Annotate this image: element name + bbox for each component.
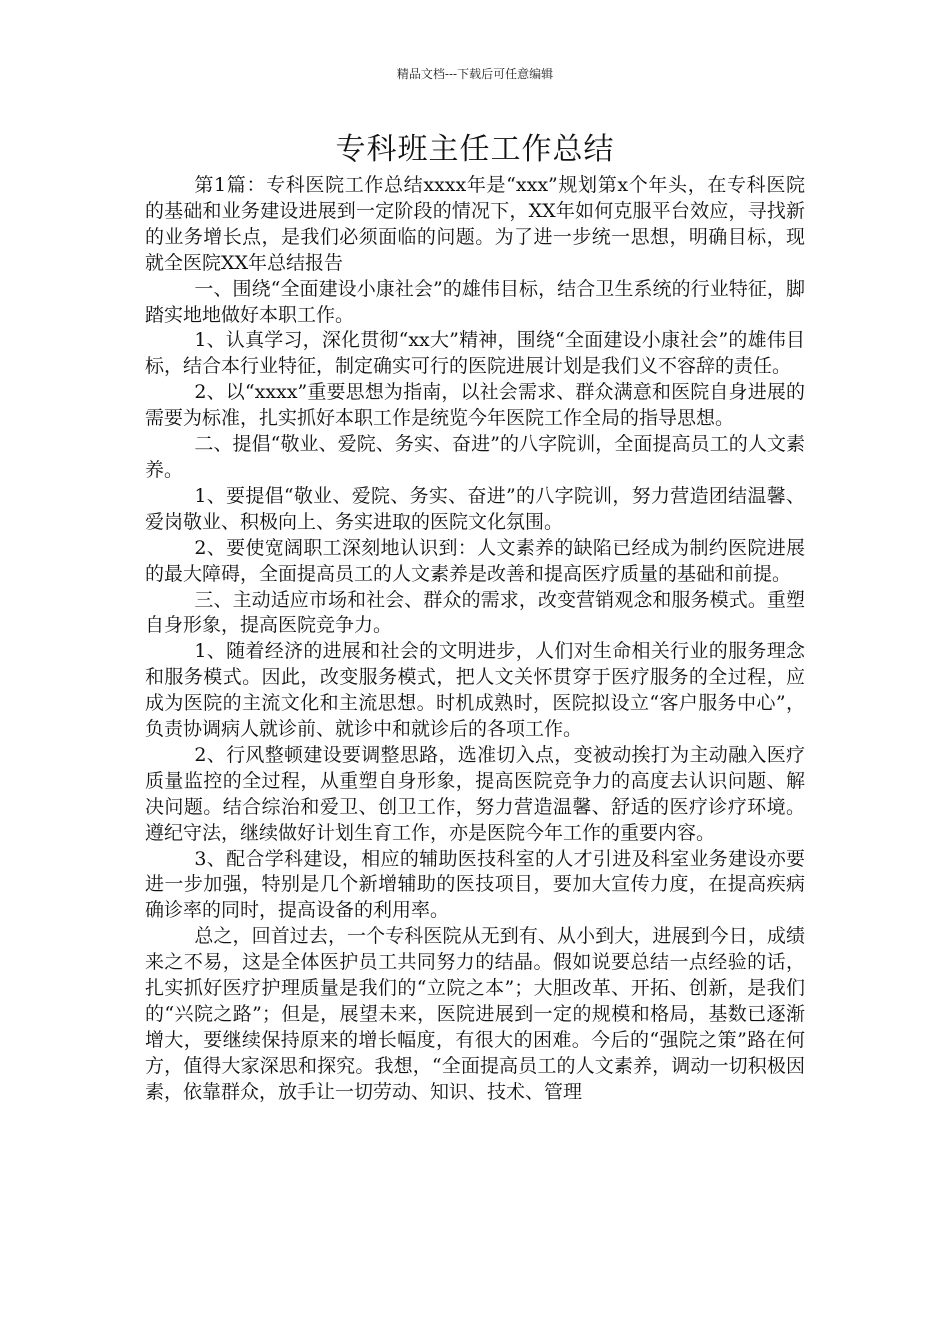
paragraph-section-2-item-2: 2、要使宽阔职工深刻地认识到：人文素养的缺陷已经成为制约医院进展的最大障碍，全面提高员工的人文素养是改善和提高医疗质量的基础和前提。 xyxy=(145,536,805,585)
document-body xyxy=(145,173,805,1106)
paragraph-section-1-item-2: 2、以“xxxx”重要思想为指南，以社会需求、群众满意和医院自身进展的需要为标准，扎实抓好本职工作是统览今年医院工作全局的指导思想。 xyxy=(145,381,805,430)
paragraph-conclusion: 总之，回首过去，一个专科医院从无到有、从小到大，进展到今日，成绩来之不易，这是全体医护员工共同努力的结晶。假如说要总结一点经验的话，扎实抓好医疗护理质量是我们的“立院之本”；大胆改革、开拓、创新，是我们的“兴院之路”；但是，展望未来，医院进展到一定的规模和格局，基数已逐渐增大，要继续保持原来的增长幅度，有很大的困难。今后的“强院之策”路在何方，值得大家深思和探究。我想，“全面提高员工的人文素养，调动一切积极因素，依靠群众，放手让一切劳动、知识、技术、管理 xyxy=(145,925,805,1103)
paragraph-section-3: 三、主动适应市场和社会、群众的需求，改变营销观念和服务模式。重塑自身形象，提高医院竞争力。 xyxy=(145,588,805,637)
paragraph-section-2-item-1: 1、要提倡“敬业、爱院、务实、奋进”的八字院训，努力营造团结温馨、爱岗敬业、积极向上、务实进取的医院文化氛围。 xyxy=(145,484,805,533)
document-title: 专科班主任工作总结 xyxy=(335,132,615,167)
paragraph-intro: 第1篇：专科医院工作总结xxxx年是“xxx”规划第x个年头，在专科医院的基础和业务建设进展到一定阶段的情况下，XX年如何克服平台效应，寻找新的业务增长点，是我们必须面临的问题。为了进一步统一思想，明确目标，现就全医院XX年总结报告 xyxy=(145,174,805,274)
paragraph-section-3-item-1: 1、随着经济的进展和社会的文明进步，人们对生命相关行业的服务理念和服务模式。因此，改变服务模式，把人文关怀贯穿于医疗服务的全过程，应成为医院的主流文化和主流思想。时机成熟时，医院拟设立“客户服务中心”，负责协调病人就诊前、就诊中和就诊后的各项工作。 xyxy=(145,640,805,741)
paragraph-section-1: 一、围绕“全面建设小康社会”的雄伟目标，结合卫生系统的行业特征，脚踏实地地做好本职工作。 xyxy=(145,277,805,326)
paragraph-section-2: 二、提倡“敬业、爱院、务实、奋进”的八字院训，全面提高员工的人文素养。 xyxy=(145,433,805,481)
paragraph-section-1-item-1: 1、认真学习，深化贯彻“xx大”精神，围绕“全面建设小康社会”的雄伟目标，结合本行业特征，制定确实可行的医院进展计划是我们义不容辞的责任。 xyxy=(145,329,805,378)
page-header-watermark: 精品文档---下载后可任意编辑 xyxy=(396,67,554,81)
paragraph-section-3-item-3: 3、配合学科建设，相应的辅助医技科室的人才引进及科室业务建设亦要进一步加强，特别是几个新增辅助的医技项目，要加大宣传力度，在提高疾病确诊率的同时，提高设备的利用率。 xyxy=(145,847,805,922)
paragraph-section-3-item-2: 2、行风整顿建设要调整思路，选准切入点，变被动挨打为主动融入医疗质量监控的全过程，从重塑自身形象，提高医院竞争力的高度去认识问题、解决问题。结合综治和爱卫、创卫工作，努力营造温馨、舒适的医疗诊疗环境。遵纪守法，继续做好计划生育工作，亦是医院今年工作的重要内容。 xyxy=(145,743,805,844)
